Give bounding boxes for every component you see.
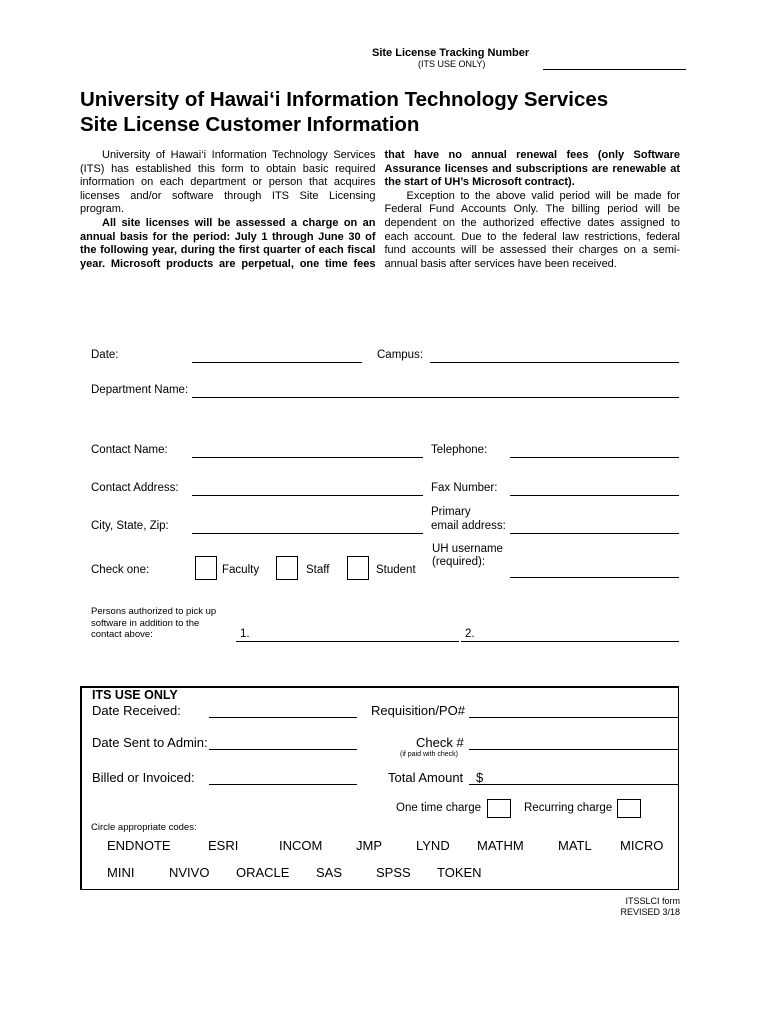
contact-name-field[interactable] [192,457,423,458]
code-micro[interactable]: MICRO [620,838,664,853]
fax-label: Fax Number: [431,482,498,494]
email-label: email address: [431,520,506,532]
its-heading: ITS USE ONLY [92,688,178,702]
city-field[interactable] [192,533,423,534]
faculty-label: Faculty [222,564,260,576]
code-matl[interactable]: MATL [558,838,592,853]
person-1-label: 1. [240,628,250,640]
date-field[interactable] [192,362,362,363]
persons-authorized-label [91,606,216,641]
uh-username-required: (required): [432,556,486,568]
uh-username-label: UH username [432,543,503,555]
footer-revised: REVISED 3/18 [620,907,680,917]
total-amount-label: Total Amount [388,770,464,785]
city-label: City, State, Zip: [91,520,169,532]
one-time-charge-checkbox[interactable] [487,799,511,818]
person-2-label: 2. [465,628,475,640]
check-number-field[interactable] [469,749,678,750]
persons-line-1: Persons authorized to pick up [91,606,217,617]
uh-username-field[interactable] [510,577,679,578]
tracking-number-field[interactable] [543,69,686,70]
contact-name-label: Contact Name: [91,444,168,456]
date-received-field[interactable] [209,717,357,718]
dollar-sign: $ [476,770,484,785]
one-time-charge-label: One time charge [396,802,482,814]
date-sent-label: Date Sent to Admin: [92,735,208,750]
circle-codes-label: Circle appropriate codes: [91,822,197,833]
code-endnote[interactable]: ENDNOTE [107,838,171,853]
code-mathm[interactable]: MATHM [477,838,524,853]
footer-form-id: ITSSLCI form [625,896,680,906]
code-spss[interactable]: SPSS [376,865,411,880]
date-label: Date: [91,349,119,361]
recurring-charge-checkbox[interactable] [617,799,641,818]
tracking-number-sublabel: (ITS USE ONLY) [418,59,486,69]
date-sent-field[interactable] [209,749,357,750]
person-1-field[interactable] [236,641,459,642]
recurring-charge-label: Recurring charge [524,802,613,814]
fax-field[interactable] [510,495,679,496]
intro-text [80,149,680,273]
total-amount-field[interactable] [469,784,678,785]
code-nvivo[interactable]: NVIVO [169,865,210,880]
intro-paragraph-1: University of Hawai‘i Information Technology Services (ITS) has established this form to obtain basic required information on each department or person that acquires licenses and/or software through ITS Site Licensing program. [80,149,376,216]
form-footer [580,896,680,918]
requisition-field[interactable] [469,717,678,718]
check-number-label: Check # [416,735,464,750]
check-one-label: Check one: [91,564,150,576]
department-field[interactable] [192,397,679,398]
email-field[interactable] [510,533,679,534]
telephone-field[interactable] [510,457,679,458]
faculty-checkbox[interactable] [195,556,217,580]
code-mini[interactable]: MINI [107,865,135,880]
campus-field[interactable] [430,362,679,363]
intro-paragraph-2: All site licenses will be assessed a charge on an annual basis for the period: July 1 through June 30 of the following year, during the first quarter of each fiscal year. Microsoft products are perpetual, one time fees that have no annual renewal fees (only Software Assurance licenses and subscriptions are renewable at the start of UH’s Microsoft contract). [80,149,680,270]
if-paid-note: (if paid with check) [400,751,458,758]
title-line-1: University of Hawai‘i Information Technology Services [80,88,609,111]
persons-line-3: contact above: [91,629,153,640]
code-sas[interactable]: SAS [316,865,343,880]
title-line-2: Site License Customer Information [80,113,420,136]
billed-label: Billed or Invoiced: [92,770,195,785]
tracking-number-label: Site License Tracking Number [372,47,530,59]
staff-label: Staff [306,564,330,576]
page-title [80,87,608,137]
telephone-label: Telephone: [431,444,488,456]
student-label: Student [376,564,416,576]
contact-address-label: Contact Address: [91,482,179,494]
code-lynd[interactable]: LYND [416,838,450,853]
code-esri[interactable]: ESRI [208,838,239,853]
staff-checkbox[interactable] [276,556,298,580]
primary-label: Primary [431,506,471,518]
campus-label: Campus: [377,349,424,361]
contact-address-field[interactable] [192,495,423,496]
intro-paragraph-3: Exception to the above valid period will be made for Federal Fund Accounts Only. The billing period will be dependent on the authorized effective dates assigned to each account. Due to the federal law restrictions, federal fund accounts will be assessed their charges on a semi-annual basis after services have been received. [384,189,680,270]
code-jmp[interactable]: JMP [356,838,382,853]
date-received-label: Date Received: [92,703,181,718]
student-checkbox[interactable] [347,556,369,580]
persons-line-2: software in addition to the [91,617,200,629]
code-token[interactable]: TOKEN [437,865,482,880]
billed-field[interactable] [209,784,357,785]
code-incom[interactable]: INCOM [279,838,323,853]
person-2-field[interactable] [461,641,679,642]
requisition-label: Requisition/PO# [371,703,465,718]
code-oracle[interactable]: ORACLE [236,865,290,880]
department-label: Department Name: [91,384,189,396]
